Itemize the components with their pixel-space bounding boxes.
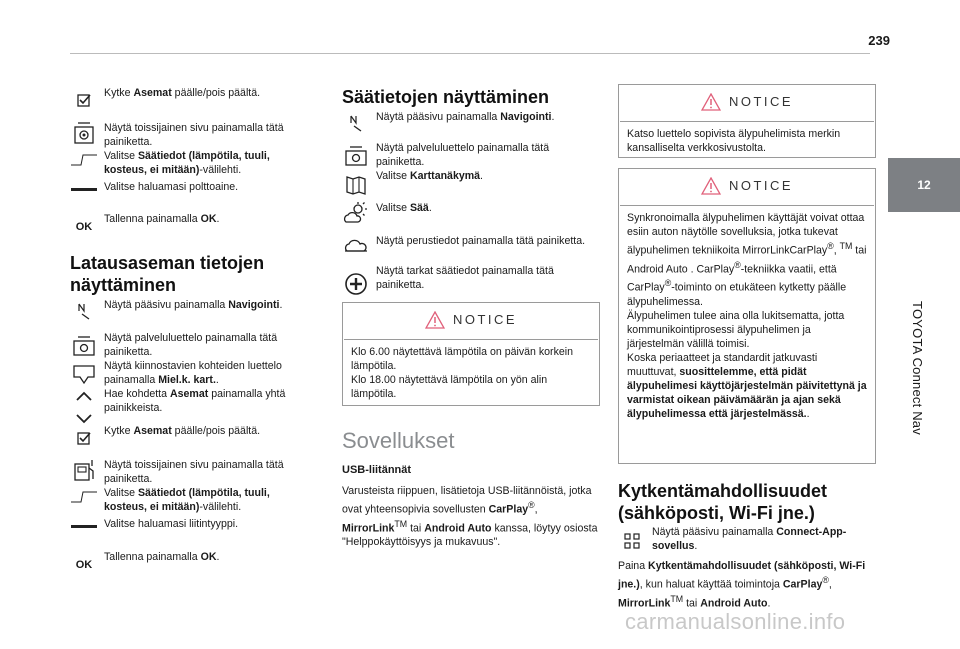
warning-icon (701, 177, 721, 195)
section-heading: Latausaseman tietojen näyttäminen (70, 253, 265, 295)
list-item-text: Tallenna painamalla OK. (104, 213, 220, 225)
checkbox-icon (70, 430, 98, 446)
list-item-text: Valitse Säätiedot (lämpötila, tuuli, kosteus, ei mitään)-välilehti. (104, 150, 270, 176)
column-3 (618, 0, 876, 649)
list-item-text: Valitse Säätiedot (lämpötila, tuuli, kosteus, ei mitään)-välilehti. (104, 487, 270, 513)
settings-page-icon (70, 121, 98, 147)
notice-title: NOTICE (728, 178, 794, 193)
weather-icon (342, 201, 370, 225)
notice-divider (620, 121, 874, 122)
notice-body: Klo 6.00 näytettävä lämpötila on päivän korkein lämpötila. Klo 18.00 näytettävä lämpötila on yön alin lämpötila. (351, 346, 574, 400)
list-item-text: Näytä pääsivu painamalla Navigointi. (104, 299, 283, 311)
list-item-text: Näytä tarkat säätiedot painamalla tätä painiketta. (376, 265, 554, 291)
section-heading: Kytkentämahdollisuudet (sähköposti, Wi-Fi jne.) (618, 481, 828, 523)
ok-label: OK (75, 221, 93, 233)
list-item-text: Näytä pääsivu painamalla Connect-App-sovellus. (652, 526, 847, 552)
section-heading: Säätietojen näyttäminen (342, 87, 550, 107)
line-icon (70, 187, 98, 193)
list-item-text: Valitse Sää. (376, 202, 432, 214)
list-item-text: Näytä toissijainen sivu painamalla tätä painiketta. (104, 459, 284, 485)
fuel-settings-icon (70, 458, 98, 484)
subheading: USB-liitännät (342, 464, 412, 476)
chevron-up-icon[interactable] (70, 390, 98, 402)
notice-title: NOTICE (728, 94, 794, 109)
plus-circle-icon[interactable] (342, 272, 370, 296)
ok-label: OK (75, 559, 93, 571)
notice-divider (620, 205, 874, 206)
map-view-icon (342, 174, 370, 196)
list-item-text: Näytä palveluluettelo painamalla tätä painiketta. (376, 142, 550, 168)
column-1 (70, 0, 310, 649)
cloud-icon (342, 238, 370, 254)
paragraph: Paina Kytkentämahdollisuudet (sähköposti, Wi-Fi jne.), kun haluat käyttää toimintoja CarPlay®, MirrorLink™ tai Android Auto. (618, 560, 866, 610)
notice-body: Synkronoimalla älypuhelimen käyttäjät voivat ottaa esiin auton näytölle sovelluksia, jotka tukevat älypuhelimen tekniikoita MirrorLinkCarPlay®, ™ tai Android Auto . CarPlay®-tekniikka vaatii, että CarPlay®-toiminto on etukäteen kytketty päälle älypuhelimessa. Älypuhelimen tulee aina olla lukitsematta, jotta kommunikointiprosessi älypuhelimen ja järjestelmän välillä toimisi. Koska periaatteet ja standardit jatkuvasti muuttuvat, suosittelemme, että pidät älypuhelimesi käyttöjärjestelmän päivitettynä ja varmistat oikean päivämäärän ja ajan sekä älypuhelimessa että järjestelmässä.. (627, 212, 867, 420)
list-item-text: Näytä perustiedot painamalla tätä painiketta. (376, 235, 586, 247)
tab-icon (70, 490, 98, 504)
warning-icon (701, 93, 721, 111)
notice-divider (344, 339, 598, 340)
poi-icon (70, 363, 98, 385)
list-item-text: Näytä kiinnostavien kohteiden luettelo painamalla Miel.k. kart.. (104, 360, 282, 386)
page-number: 239 (868, 33, 890, 48)
warning-icon (425, 311, 445, 329)
list-item-text: Valitse Karttanäkymä. (376, 170, 483, 182)
list-item-text: Hae kohdetta Asemat painamalla yhtä painikkeista. (104, 388, 286, 414)
chapter-title: TOYOTA Connect Nav (910, 301, 925, 435)
notice-box (618, 168, 876, 464)
chapter-tab[interactable]: 12 (888, 158, 960, 212)
navigation-icon (342, 114, 370, 132)
list-item-text: Näytä palveluluettelo painamalla tätä painiketta. (104, 332, 278, 358)
chevron-down-icon[interactable] (70, 413, 98, 425)
list-item-text: Tallenna painamalla OK. (104, 551, 220, 563)
navigation-icon (70, 302, 98, 320)
notice-title: NOTICE (452, 312, 518, 327)
column-2 (342, 0, 600, 649)
notice-header (619, 177, 875, 199)
apps-icon (618, 533, 646, 549)
menu-list-icon (70, 335, 98, 357)
watermark: carmanualsonline.info (625, 609, 846, 634)
list-item-text: Valitse haluamasi polttoaine. (104, 181, 239, 193)
paragraph: Varusteista riippuen, lisätietoja USB-liitännöistä, jotka ovat yhteensopivia sovellusten CarPlay®, MirrorLink™ tai Android Auto kanssa, löytyy osiosta "Helppokäyttöisyys ja mukavuus". (342, 485, 598, 549)
notice-header (343, 311, 599, 333)
list-item-text: Kytke Asemat päälle/pois päältä. (104, 87, 261, 99)
checkbox-icon (70, 92, 98, 108)
notice-header (619, 93, 875, 115)
notice-box (618, 84, 876, 158)
line-icon (70, 524, 98, 530)
list-item-text: Kytke Asemat päälle/pois päältä. (104, 425, 261, 437)
menu-list-icon (342, 145, 370, 167)
notice-box (342, 302, 600, 406)
notice-body: Katso luettelo sopivista älypuhelimista merkin kansalliselta verkkosivustolta. (627, 128, 841, 154)
list-item-text: Näytä toissijainen sivu painamalla tätä painiketta. (104, 122, 284, 148)
list-item-text: Näytä pääsivu painamalla Navigointi. (376, 111, 555, 123)
tab-icon (70, 153, 98, 167)
list-item-text: Valitse haluamasi liitintyyppi. (104, 518, 239, 530)
section-heading-apps: Sovellukset (342, 428, 455, 453)
